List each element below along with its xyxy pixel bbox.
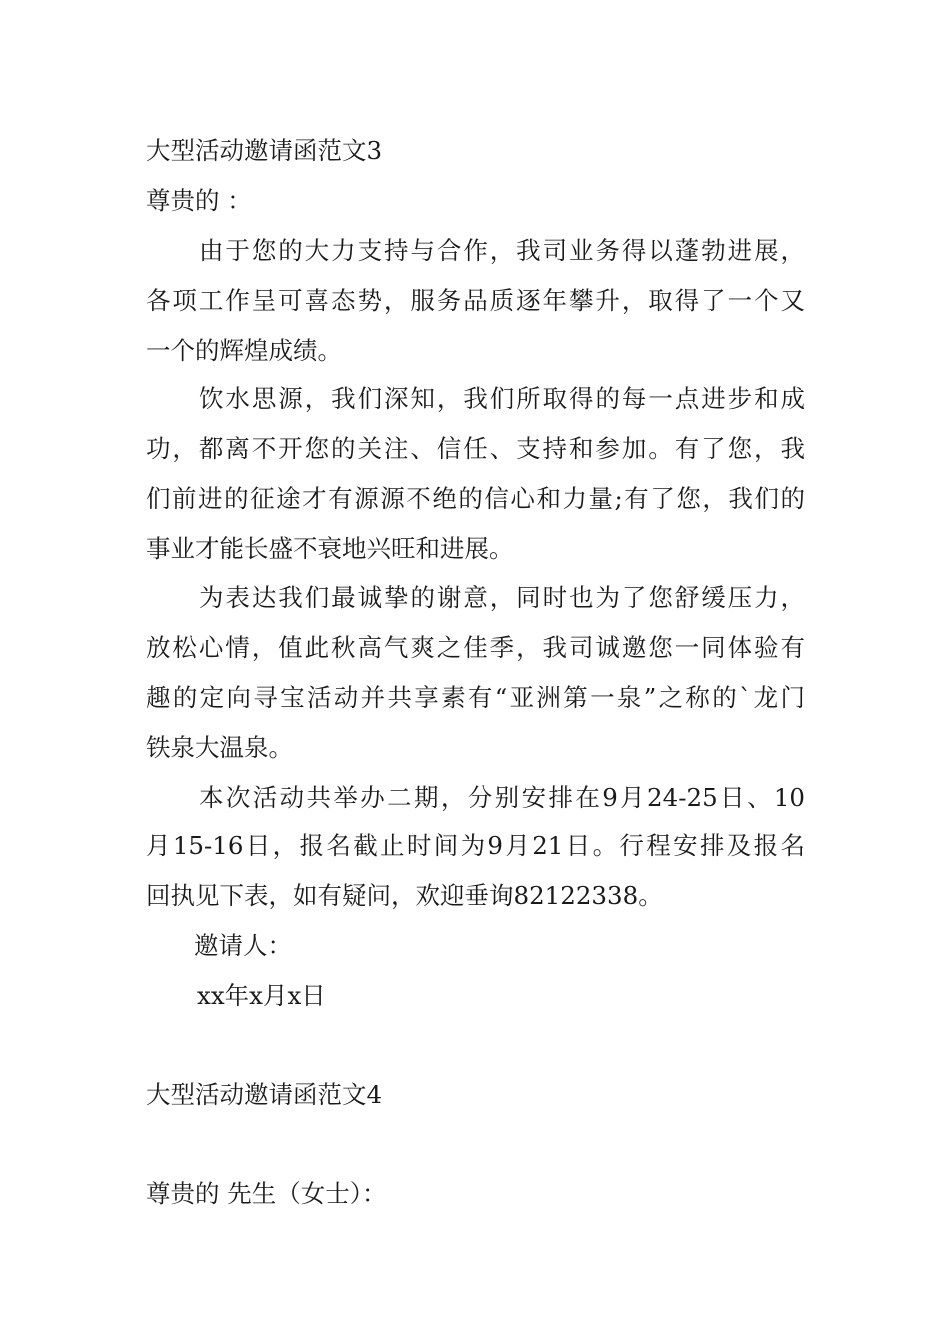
paragraph-line: 铁泉大温泉。: [146, 733, 293, 762]
section-title: 大型活动邀请函范文3: [146, 136, 383, 165]
paragraph-line: 一个的辉煌成绩。: [146, 336, 342, 365]
inviter-label: 邀请人：: [194, 931, 292, 960]
paragraph-line: 功，都离不开您的关注、信任、支持和参加。有了您，我: [146, 434, 805, 463]
paragraph-line: 放松心情，值此秋高气爽之佳季，我司诚邀您一同体验有: [146, 633, 805, 662]
paragraph-line: 趣的定向寻宝活动并共享素有“亚洲第一泉”之称的`龙门: [146, 683, 805, 712]
date-line: xx年x月x日: [197, 981, 326, 1010]
paragraph-line: 各项工作呈可喜态势，服务品质逐年攀升，取得了一个又: [146, 286, 805, 315]
paragraph-line: 本次活动共举办二期，分别安排在9月24-25日、10: [199, 783, 805, 812]
paragraph-line: 们前进的征途才有源源不绝的信心和力量;有了您，我们的: [146, 484, 805, 513]
paragraph-line: 事业才能长盛不衰地兴旺和进展。: [146, 534, 514, 563]
paragraph-line: 为表达我们最诚挚的谢意，同时也为了您舒缓压力，: [199, 583, 805, 612]
salutation: 尊贵的 ：: [146, 186, 252, 215]
paragraph-line: 由于您的大力支持与合作，我司业务得以蓬勃进展，: [199, 236, 805, 265]
paragraph-line: 月15-16日，报名截止时间为9月21日。行程安排及报名: [146, 831, 805, 860]
section-title: 大型活动邀请函范文4: [146, 1080, 383, 1109]
salutation: 尊贵的 先生（女士）：: [146, 1179, 387, 1208]
paragraph-line: 回执见下表，如有疑问，欢迎垂询82122338。: [146, 881, 663, 910]
paragraph-line: 饮水思源，我们深知，我们所取得的每一点进步和成: [199, 384, 805, 413]
